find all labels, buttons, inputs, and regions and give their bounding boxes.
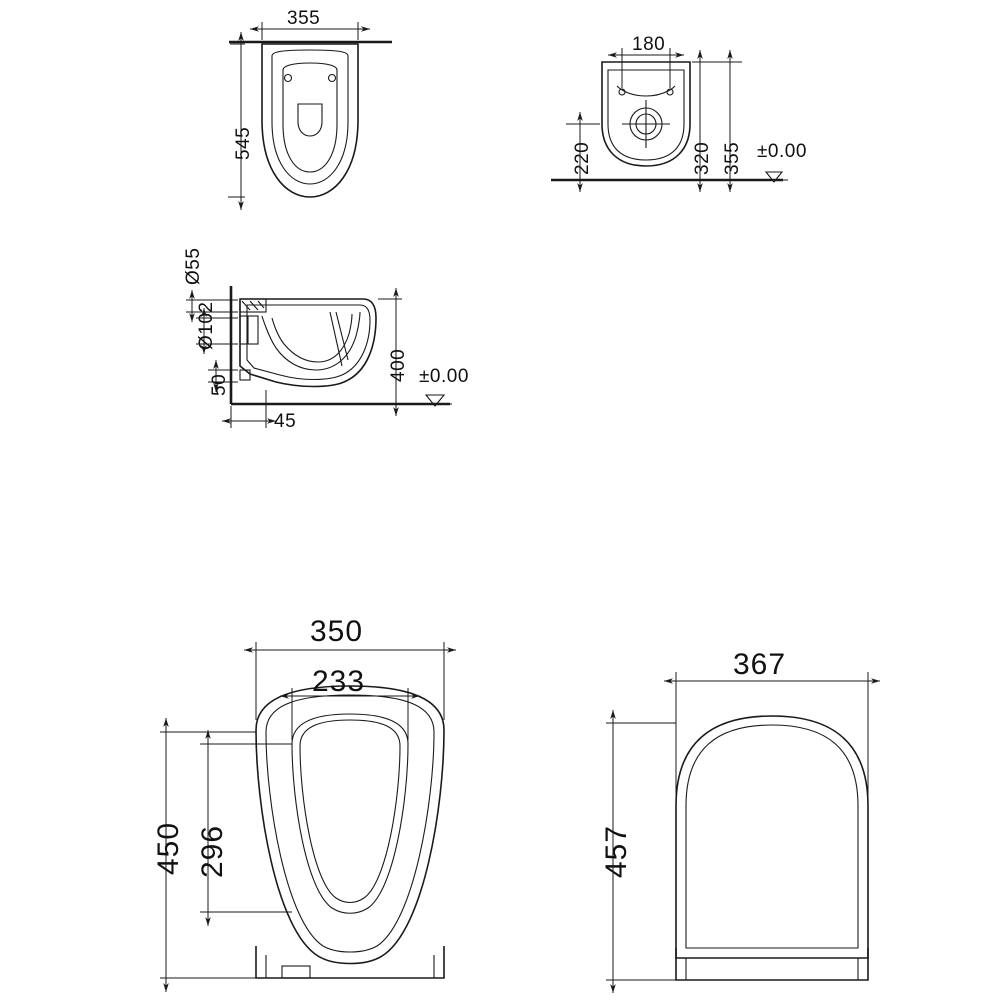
dim-label-seat-opening-width: 233 xyxy=(312,665,366,698)
view-top-cover xyxy=(606,672,880,993)
dim-label-bowl-height: 320 xyxy=(692,141,713,175)
dim-label-seat-width: 350 xyxy=(310,615,364,648)
dim-label-cover-width: 367 xyxy=(733,648,787,681)
dim-label-outlet-diameter: Ø102 xyxy=(196,301,217,350)
view-side-pan xyxy=(186,286,452,428)
dim-label-cover-length: 457 xyxy=(600,824,633,878)
view-top-pan xyxy=(228,22,392,210)
dim-label-outlet-height: 220 xyxy=(572,141,593,175)
dim-label-pan-width: 355 xyxy=(287,8,321,29)
dim-label-inlet-diameter: Ø55 xyxy=(183,247,204,285)
dim-label-pan-projection: 545 xyxy=(233,126,254,160)
dim-label-seat-opening-length: 296 xyxy=(196,824,229,878)
dim-label-fixing-centres: 180 xyxy=(632,34,666,55)
view-top-seat xyxy=(160,642,456,992)
dim-label-wall-offset: 45 xyxy=(274,411,297,432)
dim-label-datum-side: ±0.00 xyxy=(419,366,469,387)
dim-label-mounting-height: 400 xyxy=(388,348,409,382)
dim-label-front-width: 355 xyxy=(722,141,743,175)
dim-label-datum-front: ±0.00 xyxy=(757,141,807,162)
dim-label-outlet-offset: 50 xyxy=(209,373,230,396)
dim-label-seat-length: 450 xyxy=(152,821,185,875)
